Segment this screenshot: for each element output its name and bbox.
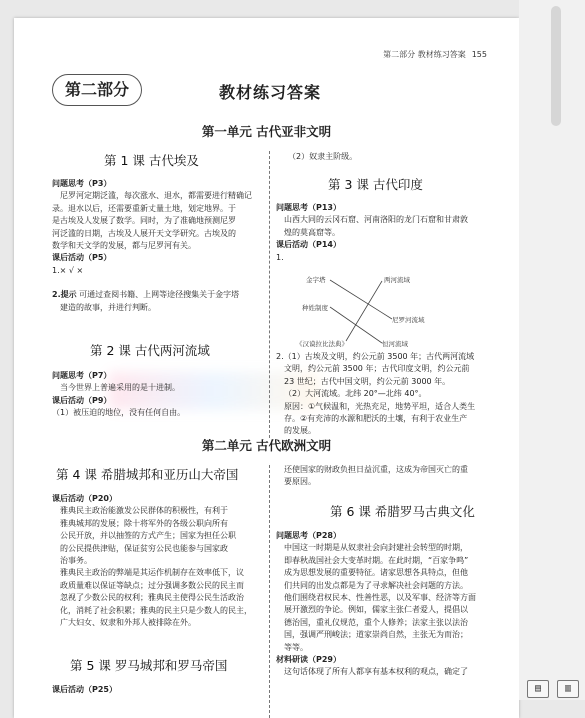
document-page bbox=[14, 18, 519, 718]
unit2-right-top-line: 还使国家的财政负担日益沉重，这成为帝国灭亡的重 bbox=[284, 465, 468, 474]
lesson2-title: 第 2 课 古代两河流域 bbox=[90, 343, 210, 358]
lesson4-line: 治事务。 bbox=[60, 556, 92, 566]
lesson3-a2-line: 2.（1）古埃及文明，约公元前 3500 年；古代两河流域 bbox=[276, 352, 475, 361]
lesson5-activity-label: 课后活动（P25） bbox=[52, 685, 117, 694]
lesson3-question-label: 问题思考（P13） bbox=[276, 203, 341, 212]
lesson2-activity-label: 课后活动（P9） bbox=[52, 395, 112, 405]
part-badge: 第二部分 bbox=[52, 74, 142, 106]
lesson3-q-line: 山西大同的云冈石窟、河南洛阳的龙门石窟和甘肃敦 bbox=[284, 215, 468, 225]
lesson6-q-line: 成为思想发展的重要特征。诸家思想各具特点，但他 bbox=[284, 568, 468, 578]
lesson3-a2-line: （2）大河流域。北纬 20°—北纬 40°。 bbox=[284, 389, 427, 399]
unit1-title: 第一单元 古代亚非文明 bbox=[201, 124, 332, 139]
diagram-right-item: 恒河流域 bbox=[382, 340, 408, 348]
lesson4-body bbox=[52, 493, 270, 629]
lesson1-q-line: 数学和天文学的发展，都与尼罗河有关。 bbox=[52, 241, 196, 251]
diagram-right-item: 尼罗河流域 bbox=[392, 316, 425, 324]
lesson1-question-label: 问题思考（P3） bbox=[52, 179, 112, 188]
lesson3-a2-line: 文明，约公元前 3500 年；古代印度文明，约公元前 bbox=[284, 364, 470, 374]
lesson3-a2-line: 的发展。 bbox=[284, 426, 316, 436]
lesson6-q-line: 德治国，重礼仪规范，重个人修养；法家主张以法治 bbox=[284, 617, 468, 627]
running-head-text: 第二部分 教材练习答案 bbox=[383, 50, 466, 59]
lesson6-body bbox=[276, 530, 500, 679]
scroll-thumb[interactable] bbox=[551, 6, 561, 126]
lesson2-question-text: 当今世界上普遍采用的是十进制。 bbox=[60, 383, 180, 393]
lesson6-title: 第 6 课 希腊罗马古典文化 bbox=[330, 504, 475, 519]
lesson4-line: 雅典民主政治的弊端是其运作机制存在效率低下，议 bbox=[60, 568, 244, 578]
lesson6-q-line: 展开激烈的争论。例如，儒家主张仁者爱人，提倡以 bbox=[284, 605, 468, 615]
lesson1-answer-1: 1.× √ × bbox=[52, 265, 84, 275]
lesson3-title: 第 3 课 古代印度 bbox=[328, 177, 423, 192]
viewer-toolbar bbox=[527, 680, 579, 698]
lesson6-q-line: 等等。 bbox=[284, 642, 308, 652]
lesson3-answer-2 bbox=[276, 351, 500, 438]
lesson3-activity-label: 课后活动（P14） bbox=[276, 240, 341, 250]
lesson4-line: 的公民提供津贴，保证贫穷公民也能参与国家政 bbox=[60, 543, 228, 553]
diagram-left-item: 《汉谟拉比法典》 bbox=[296, 340, 348, 348]
column-divider bbox=[269, 465, 270, 718]
page-title: 教材练习答案 bbox=[219, 83, 322, 102]
lesson4-line: 雅典民主政治能激发公民群体的积极性，有利于 bbox=[60, 506, 228, 516]
two-page-icon[interactable]: ▥ bbox=[557, 680, 579, 698]
running-head bbox=[383, 49, 487, 60]
lesson3-a2-line: 23 世纪；古代中国文明，约公元前 3000 年。 bbox=[284, 376, 451, 386]
unit2-title: 第二单元 古代欧洲文明 bbox=[201, 438, 332, 453]
right-top-text bbox=[280, 151, 500, 163]
right-top-line: （2）奴隶主阶级。 bbox=[288, 152, 358, 161]
unit2-right-top bbox=[284, 464, 504, 489]
lesson1-q-line: 河泛滥的日期，古埃及人展开天文学研究。古埃及的 bbox=[52, 228, 236, 238]
lesson6-question-label: 问题思考（P28） bbox=[276, 531, 341, 540]
lesson6-material-label: 材料研读（P29） bbox=[276, 655, 341, 665]
lesson4-title: 第 4 课 希腊城邦和亚历山大帝国 bbox=[56, 467, 239, 482]
lesson1-q-line: 是古埃及人发展了数学。同时，为了准确地预测尼罗 bbox=[52, 216, 236, 226]
lesson3-q-line: 煌的莫高窟等。 bbox=[284, 227, 340, 237]
lesson6-q-line: 中国这一时期是从奴隶社会向封建社会转型的时期， bbox=[284, 543, 468, 553]
lesson3-a2-line: 原因：①气候温和，光热充足，地势平坦，适合人类生 bbox=[284, 401, 476, 411]
lesson5-body bbox=[52, 684, 270, 696]
lesson2-body bbox=[52, 370, 270, 420]
lesson4-activity-label: 课后活动（P20） bbox=[52, 494, 117, 503]
viewer-scrollbar[interactable] bbox=[519, 0, 585, 700]
lesson6-q-line: 国，强调严刑峻法；道家崇尚自然，主张无为而治； bbox=[284, 630, 468, 640]
lesson4-line: 忽视了少数公民的权利；雅典民主使得公民生活政治 bbox=[60, 593, 244, 603]
lesson2-question-label: 问题思考（P7） bbox=[52, 371, 112, 380]
lesson1-title: 第 1 课 古代埃及 bbox=[104, 153, 199, 168]
lesson4-line: 广大妇女、奴隶和外邦人被排除在外。 bbox=[60, 618, 196, 628]
lesson4-line: 化，消耗了社会积累；雅典的民主只是少数人的民主， bbox=[60, 605, 252, 615]
diagram-right-item: 两河流域 bbox=[384, 276, 410, 284]
lesson1-answer-2-line: 建造的故事，并进行判断。 bbox=[60, 302, 156, 312]
lesson5-title: 第 5 课 罗马城邦和罗马帝国 bbox=[70, 658, 228, 673]
lesson6-material-text: 这句话体现了所有人都享有基本权利的观点，确定了 bbox=[284, 667, 468, 677]
lesson1-answer-2-line: 可通过查阅书籍、上网等途径搜集关于金字塔 bbox=[76, 290, 240, 300]
lesson1-activity-label: 课后活动（P5） bbox=[52, 253, 112, 263]
lesson1-q-line: 尼罗河定期泛滥，每次涨水、退水，都需要进行精确记 bbox=[60, 191, 252, 201]
lesson1-body bbox=[52, 178, 270, 314]
lesson6-q-line: 他们围绕君权民本、性善性恶，以及军事、经济等方面 bbox=[284, 593, 476, 603]
lesson4-line: 公民开放，并以抽签的方式产生；国家为担任公职 bbox=[60, 531, 236, 541]
lesson3-body bbox=[276, 202, 498, 264]
diagram-left-item: 种姓制度 bbox=[302, 304, 328, 312]
lesson2-activity-text: （1）被压迫的地位，没有任何自由。 bbox=[52, 408, 186, 418]
column-divider bbox=[269, 151, 270, 438]
unit2-right-top-line: 要原因。 bbox=[284, 477, 316, 487]
lesson3-a2-line: 存。②有充沛的水源和肥沃的土壤，有利于农业生产 bbox=[284, 414, 468, 424]
lesson4-line: 政质量难以保证等缺点；过分强调多数公民的民主而 bbox=[60, 580, 244, 590]
lesson1-answer-2-lead: 2.提示 bbox=[52, 290, 77, 300]
lesson3-answer-1: 1. bbox=[276, 252, 284, 262]
lesson6-q-line: 即春秋战国社会大变革时期。在此时期，“百家争鸣” bbox=[284, 555, 469, 565]
matching-diagram bbox=[276, 265, 486, 351]
diagram-left-item: 金字塔 bbox=[306, 276, 326, 284]
single-page-icon[interactable]: ▤ bbox=[527, 680, 549, 698]
lesson4-line: 雅典城邦的发展；除十将军外的各级公职向所有 bbox=[60, 518, 228, 528]
lesson6-q-line: 们共同的出发点都是为了寻求解决社会问题的方法。 bbox=[284, 580, 468, 590]
page-number: 155 bbox=[471, 50, 487, 59]
lesson1-q-line: 录。退水以后，还需要重新丈量土地，划定地界。于 bbox=[52, 203, 236, 213]
